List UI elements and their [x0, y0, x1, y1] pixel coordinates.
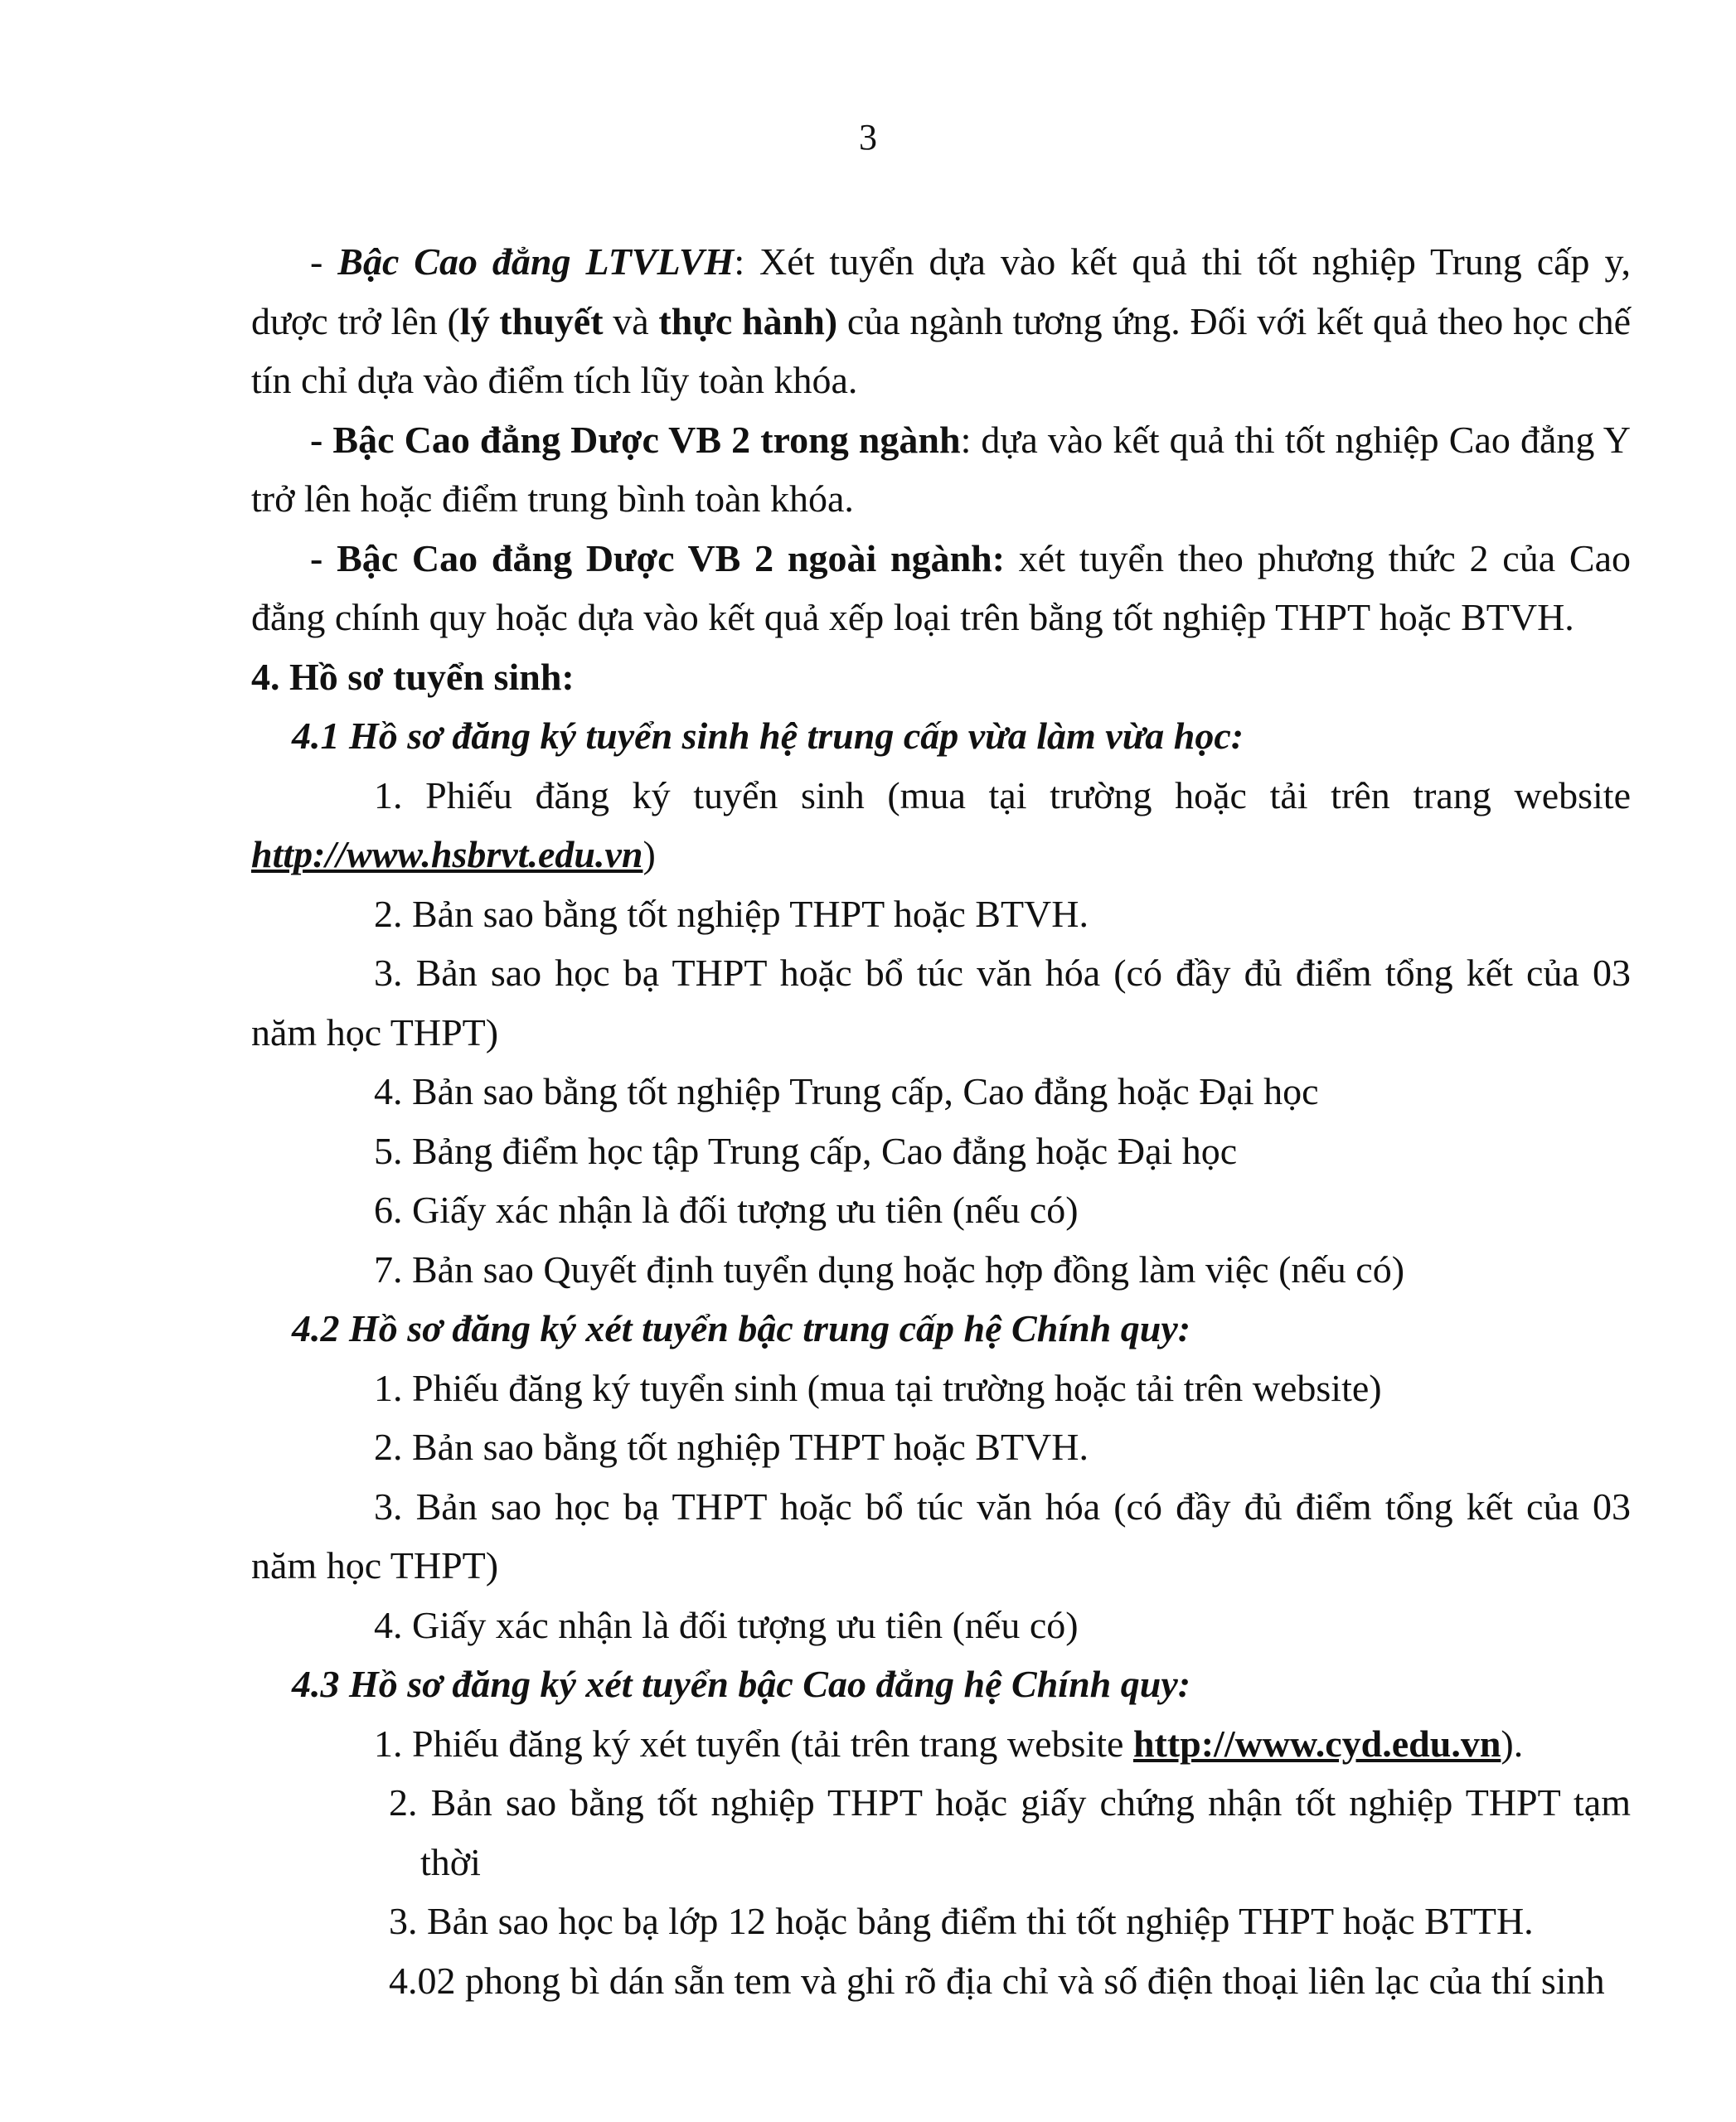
- list-item-text: 1. Phiếu đăng ký xét tuyển (tải trên trang website: [374, 1722, 1133, 1765]
- section-4-1-heading: [251, 706, 1631, 766]
- section-4-title: [251, 647, 1631, 707]
- paragraph-duoc-vb2-ngoai-nganh: [251, 529, 1631, 647]
- text: : Xét tuyển dựa vào kết quả thi tốt nghiệp Trung cấp y, dược trở lên (: [251, 240, 1631, 342]
- list-item-text: 1. Phiếu đăng ký tuyển sinh (mua tại trường hoặc tải trên trang website: [374, 773, 1631, 816]
- text: ).: [1501, 1722, 1524, 1765]
- page-number: 3: [859, 117, 877, 157]
- subsection-heading: 4.3 Hồ sơ đăng ký xét tuyển bậc Cao đẳng hệ Chính quy:: [292, 1663, 1191, 1705]
- text: ): [643, 833, 656, 875]
- list-item: 4.02 phong bì dán sẵn tem và ghi rõ địa chỉ và số điện thoại liên lạc của thí sinh: [389, 1959, 1605, 2002]
- list-item: 1. Phiếu đăng ký tuyển sinh (mua tại trường hoặc tải trên website): [374, 1366, 1382, 1409]
- term-cao-dang-ltvlvh: Bậc Cao đẳng LTVLVH: [337, 240, 735, 283]
- website-link-cyd[interactable]: http://www.cyd.edu.vn: [1132, 1722, 1501, 1765]
- document-body: [251, 232, 1631, 2010]
- subsection-heading: 4.2 Hồ sơ đăng ký xét tuyển bậc trung cấp hệ Chính quy:: [292, 1307, 1191, 1349]
- text: của ngành tương ứng. Đối với kết quả theo học chế tín chỉ dựa vào điểm tích lũy toàn khóa.: [251, 299, 1631, 401]
- term-duoc-vb2-trong-nganh: - Bậc Cao đẳng Dược VB 2 trong ngành: [310, 418, 961, 461]
- section-title: 4. Hồ sơ tuyển sinh:: [251, 655, 575, 698]
- text: xét tuyển theo phương thức 2 của Cao đẳng chính quy hoặc dựa vào kết quả xếp loại trên bằng tốt nghiệp THPT hoặc BTVH.: [251, 536, 1631, 638]
- list-item: 3. Bản sao học bạ THPT hoặc bổ túc văn hóa (có đầy đủ điểm tổng kết của 03 năm học THPT): [251, 1485, 1631, 1587]
- list-item: 4. Giấy xác nhận là đối tượng ưu tiên (nếu có): [374, 1603, 1079, 1646]
- website-link-hsbrvt[interactable]: http://www.hsbrvt.edu.vn: [251, 833, 643, 875]
- list-item: 6. Giấy xác nhận là đối tượng ưu tiên (nếu có): [374, 1189, 1079, 1231]
- paragraph-duoc-vb2-trong-nganh: [251, 410, 1631, 529]
- term-duoc-vb2-ngoai-nganh: - Bậc Cao đẳng Dược VB 2 ngoài ngành:: [310, 536, 1006, 579]
- list-item: 7. Bản sao Quyết định tuyển dụng hoặc hợp đồng làm việc (nếu có): [374, 1248, 1405, 1291]
- list-item: 2. Bản sao bằng tốt nghiệp THPT hoặc BTVH.: [374, 1426, 1089, 1468]
- term-ly-thuyet: lý thuyết: [459, 299, 604, 342]
- paragraph-cao-dang-ltvlvh: [251, 232, 1631, 410]
- text: và: [603, 299, 659, 342]
- section-4-1-item-1: [251, 766, 1631, 884]
- list-item: 3. Bản sao học bạ THPT hoặc bổ túc văn hóa (có đầy đủ điểm tổng kết của 03 năm học THPT): [251, 952, 1631, 1054]
- list-item: 5. Bảng điểm học tập Trung cấp, Cao đẳng hoặc Đại học: [374, 1129, 1238, 1172]
- list-item: 4. Bản sao bằng tốt nghiệp Trung cấp, Cao đẳng hoặc Đại học: [374, 1070, 1319, 1112]
- text: : dựa vào kết quả thi tốt nghiệp Cao đẳng Y trở lên hoặc điểm trung bình toàn khóa.: [251, 418, 1631, 520]
- text: -: [310, 240, 338, 283]
- list-item: 2. Bản sao bằng tốt nghiệp THPT hoặc BTVH.: [374, 892, 1089, 935]
- section-4-3-heading: [251, 1654, 1631, 1714]
- section-4-2-heading: [251, 1299, 1631, 1359]
- term-thuc-hanh: thực hành): [658, 299, 838, 342]
- list-item: 3. Bản sao học bạ lớp 12 hoặc bảng điểm thi tốt nghiệp THPT hoặc BTTH.: [389, 1900, 1534, 1942]
- section-4-3-item-1: [251, 1714, 1631, 1774]
- list-item: 2. Bản sao bằng tốt nghiệp THPT hoặc giấy chứng nhận tốt nghiệp THPT tạm thời: [389, 1781, 1631, 1883]
- subsection-heading: 4.1 Hồ sơ đăng ký tuyển sinh hệ trung cấp vừa làm vừa học:: [292, 715, 1244, 757]
